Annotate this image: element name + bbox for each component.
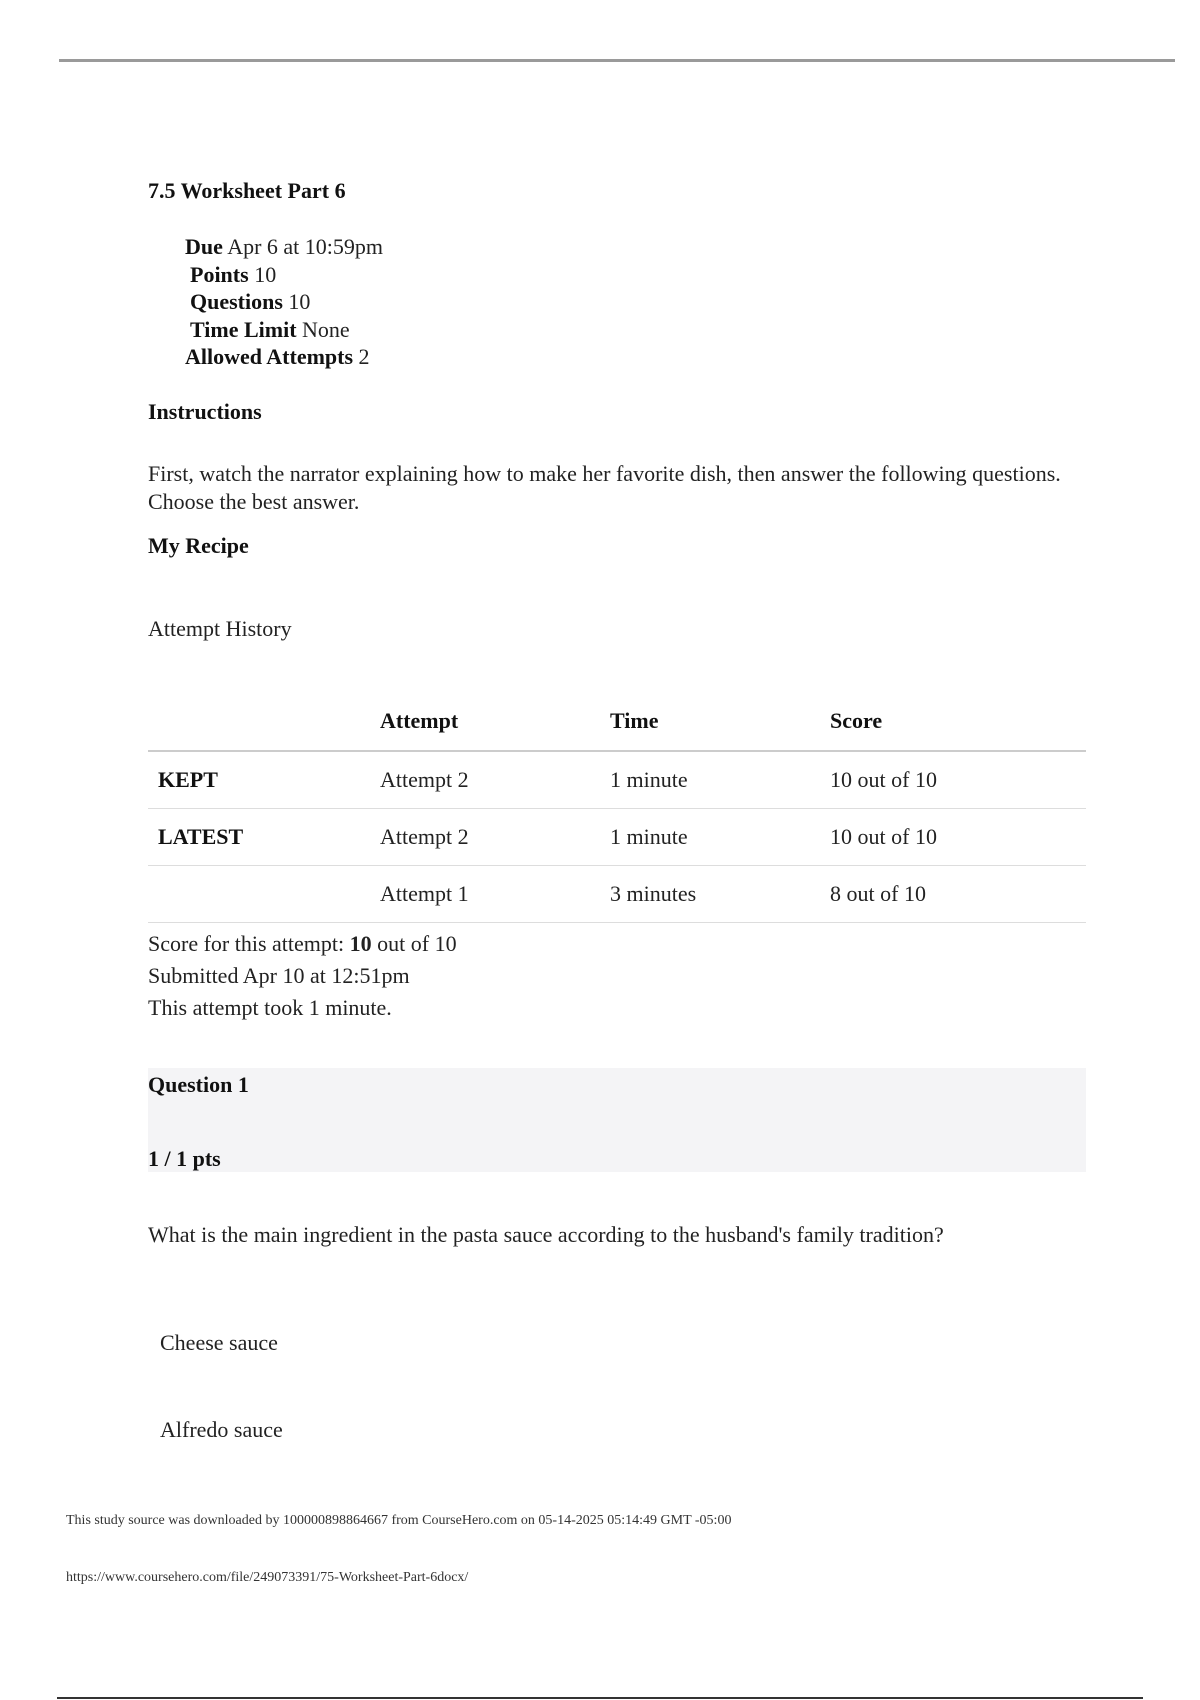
score-line	[148, 928, 457, 960]
question-header	[148, 1068, 1086, 1172]
download-note: This study source was downloaded by 100000898864667 from CourseHero.com on 05-14-2025 05:14:49 GMT -05:00	[66, 1513, 732, 1528]
instructions-text: First, watch the narrator explaining how to make her favorite dish, then answer the following questions. Choose the best answer.	[148, 461, 1061, 514]
allowed-attempts-label: Allowed Attempts	[185, 344, 354, 369]
header-label	[148, 692, 380, 751]
attempt-score: 8 out of 10	[830, 866, 1086, 923]
bottom-divider	[57, 1697, 1143, 1699]
submitted-time: Submitted Apr 10 at 12:51pm	[148, 963, 410, 988]
attempt-time: 1 minute	[610, 809, 830, 866]
points-value: 10	[254, 262, 277, 287]
attempt-link[interactable]: Attempt 2	[380, 751, 610, 809]
row-label: KEPT	[148, 751, 380, 809]
attempt-link[interactable]: Attempt 1	[380, 866, 610, 923]
attempt-time: 3 minutes	[610, 866, 830, 923]
source-url[interactable]: https://www.coursehero.com/file/249073391/75-Worksheet-Part-6docx/	[66, 1570, 469, 1585]
attempt-time: 1 minute	[610, 751, 830, 809]
row-label: LATEST	[148, 809, 380, 866]
time-limit-value: None	[302, 317, 350, 342]
points-label: Points	[190, 262, 249, 287]
question-text: What is the main ingredient in the pasta sauce according to the husband's family tradition?	[148, 1222, 944, 1247]
questions-value: 10	[288, 289, 311, 314]
question-points: 1 / 1 pts	[148, 1146, 221, 1171]
score-suffix: out of 10	[371, 931, 457, 956]
answer-option[interactable]: Alfredo sauce	[160, 1417, 283, 1442]
attempt-score: 10 out of 10	[830, 809, 1086, 866]
page-title: 7.5 Worksheet Part 6	[148, 178, 346, 203]
header-attempt: Attempt	[380, 692, 610, 751]
header-time: Time	[610, 692, 830, 751]
question-title: Question 1	[148, 1072, 249, 1097]
instructions-heading: Instructions	[148, 399, 262, 424]
time-limit-label: Time Limit	[190, 317, 297, 342]
questions-label: Questions	[190, 289, 283, 314]
time-limit	[190, 319, 350, 341]
table-row	[148, 751, 1086, 809]
attempt-history-heading: Attempt History	[148, 616, 292, 641]
attempt-link[interactable]: Attempt 2	[380, 809, 610, 866]
answer-option[interactable]: Cheese sauce	[160, 1330, 278, 1355]
table-row	[148, 866, 1086, 923]
attempt-duration: This attempt took 1 minute.	[148, 995, 392, 1020]
table-row	[148, 809, 1086, 866]
attempt-score: 10 out of 10	[830, 751, 1086, 809]
allowed-attempts	[185, 346, 370, 368]
due-label: Due	[185, 234, 223, 259]
allowed-attempts-value: 2	[358, 344, 370, 369]
points	[190, 264, 276, 286]
due-value: Apr 6 at 10:59pm	[227, 234, 384, 259]
due-date	[185, 236, 383, 258]
attempt-history-table	[148, 692, 1086, 923]
table-header-row	[148, 692, 1086, 751]
score-prefix: Score for this attempt:	[148, 931, 350, 956]
header-score: Score	[830, 692, 1086, 751]
score-summary	[148, 928, 457, 1024]
row-label	[148, 866, 380, 923]
top-divider	[59, 59, 1175, 62]
questions-count	[190, 291, 310, 313]
score-value: 10	[349, 931, 372, 956]
recipe-heading: My Recipe	[148, 533, 249, 558]
